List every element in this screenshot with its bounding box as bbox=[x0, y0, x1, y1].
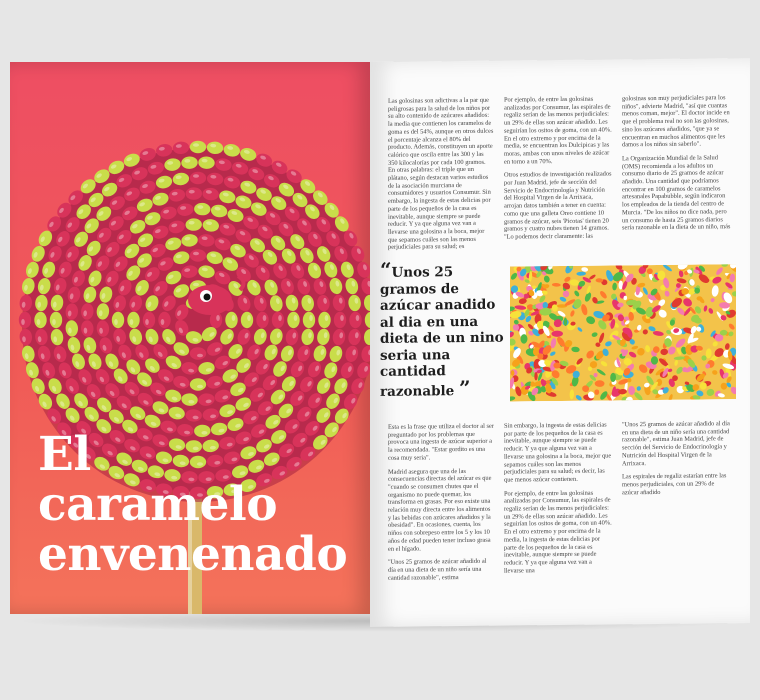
candy-photo bbox=[510, 264, 736, 401]
body-paragraph: "Unos 25 gramos de azúcar añadido al día en una dieta de un niño sería una cantidad razonable", estima Juan Madrid, jefe de sección del Servicio de Endocrinología y Nutrición del Hospital Virgen de la Arrixaca. bbox=[622, 420, 730, 467]
body-paragraph: Esta es la frase que utiliza el doctor al ser preguntado por los problemas que provoca una ingesta de azúcar superior a la recomendada. "Estar gordito es una cosa muy seria". bbox=[388, 422, 494, 462]
body-paragraph: golosinas son muy perjudiciales para los niños", advierte Madrid, "así que cuantas menos coman, mejor". El doctor incide en que el problema real no son las golosinas, sino los azúcares añadidos, "que ya se encuentran en muchos alimentos que les damos a los niños sin saberlo". bbox=[622, 94, 730, 149]
article-title bbox=[38, 427, 368, 582]
title-line-3: envenenado bbox=[38, 527, 348, 582]
body-paragraph: Las golosinas son adictivas a la par que peligrosas para la salud de los niños por su alto contenido de azúcares añadidos: la media que contienen los caramelos de goma es del 54%, aunque en otros dulces el porcentaje alcanza el 80% del producto. Además, constituyen un aporte calórico que oscila entre las 300 y las 350 kilocalorías por cada 100 gramos. En otras palabras: el triple que un plátano, según destacan varios estudios de la asociación murciana de consumidores y usuarios Consumur. Sin embargo, la ingesta de estas delicias por parte de los pequeños de la casa es inevitable, aunque siempre se puede reducir. Y ya que alguna vez van a llevarse una golosina a la boca, mejor que sepamos cuáles son las menos perjudiciales para su salud; es bbox=[388, 96, 494, 252]
column-2-top bbox=[504, 95, 612, 247]
pull-quote-text: Unos 25 gramos de azúcar anadido al dia en una dieta de un nino seria una cantidad razonable bbox=[380, 264, 504, 400]
open-magazine bbox=[10, 62, 750, 627]
column-2-bottom bbox=[504, 421, 612, 580]
pull-quote bbox=[380, 257, 505, 400]
body-paragraph: La Organización Mundial de la Salud (OMS) recomienda a los adultos un consumo diario de 25 gramos de azúcar añadido. Una cantidad que podríamos encontrar en 100 gramos de caramelos artesanales Papabubble, según indicaron los empleados de la tienda del centro de Murcia. "De los niños no dice nada, pero un consumo de hasta 25 gramos diarios sería razonable en la dieta de un niño, más bbox=[622, 154, 731, 232]
title-line-2: caramelo bbox=[38, 477, 278, 532]
quote-close-mark: ” bbox=[458, 375, 471, 400]
right-page bbox=[370, 58, 750, 627]
body-paragraph: Sin embargo, la ingesta de estas delicias por parte de los pequeños de la casa es inevitable, aunque siempre se puede reducir. Y ya que alguna vez van a llevarse una golosina a la boca, mejor que sepamos cuáles son las menos perjudiciales para su salud; es decir, las que menos azúcar contienen. bbox=[504, 421, 612, 484]
title-line-1: El bbox=[38, 427, 91, 482]
left-page bbox=[10, 62, 370, 614]
body-paragraph: Por ejemplo, de entre las golosinas analizadas por Consumur, las espirales de regaliz serían de las menos perjudiciales: un 29% de ellas son azúcar añadido. Les seguirían los ositos de goma, con un 40%. En el otro extremo y por encima de la media, se encuentran los Dulcipicas y las moras, ambas con unos niveles de azúcar en torno a un 70%. bbox=[504, 95, 612, 166]
column-1-bottom bbox=[388, 423, 494, 588]
body-paragraph: Madrid asegura que una de las consecuencias directas del azúcar es que "cuando se consumen chutes que el organismo no puede quemar, los transforma en grasas. Por eso existe una relación muy directa entre los alimentos y las bebidas con azúcares añadidos y la obesidad". En ocasiones, cuenta, los niños con sobrepeso entre los 5 y los 10 años de edad pueden tener incluso grasa en el hígado. bbox=[388, 467, 492, 553]
body-paragraph: Las espirales de regaliz estarían entre las menos perjudiciales, con un 29% de azúcar añadido bbox=[622, 472, 727, 496]
body-paragraph: Por ejemplo, de entre las golosinas analizadas por Consumur, las espirales de regaliz serían de las menos perjudiciales: un 29% de ellas son azúcar añadido. Les seguirían los ositos de goma, con un 40%. En el otro extremo y por encima de la media, la ingesta de estas delicias por parte de los pequeños de la casa es inevitable, aunque siempre se puede reducir. Y ya que alguna vez van a llevarse una bbox=[504, 489, 612, 575]
body-paragraph: Otros estudios de investigación realizados por Juan Madrid, jefe de sección del Servicio de Endocrinología y Nutrición del Hospital Virgen de la Arrixaca, arrojan datos también a tener en cuenta: como que una galleta Oreo contiene 10 gramos de azúcar, seis 'Picotas' tienen 20 gramos y cuatro nubes tienen 14 gramos. "Lo podemos decir claramente: las bbox=[504, 170, 612, 241]
column-3-bottom bbox=[622, 420, 732, 502]
column-3-top bbox=[622, 94, 732, 238]
body-paragraph: "Unos 25 gramos de azúcar añadido al día en una dieta de un niño sería una cantidad razonable", estima bbox=[388, 558, 487, 582]
column-1-top bbox=[388, 97, 494, 258]
quote-open-mark: “ bbox=[380, 257, 392, 282]
